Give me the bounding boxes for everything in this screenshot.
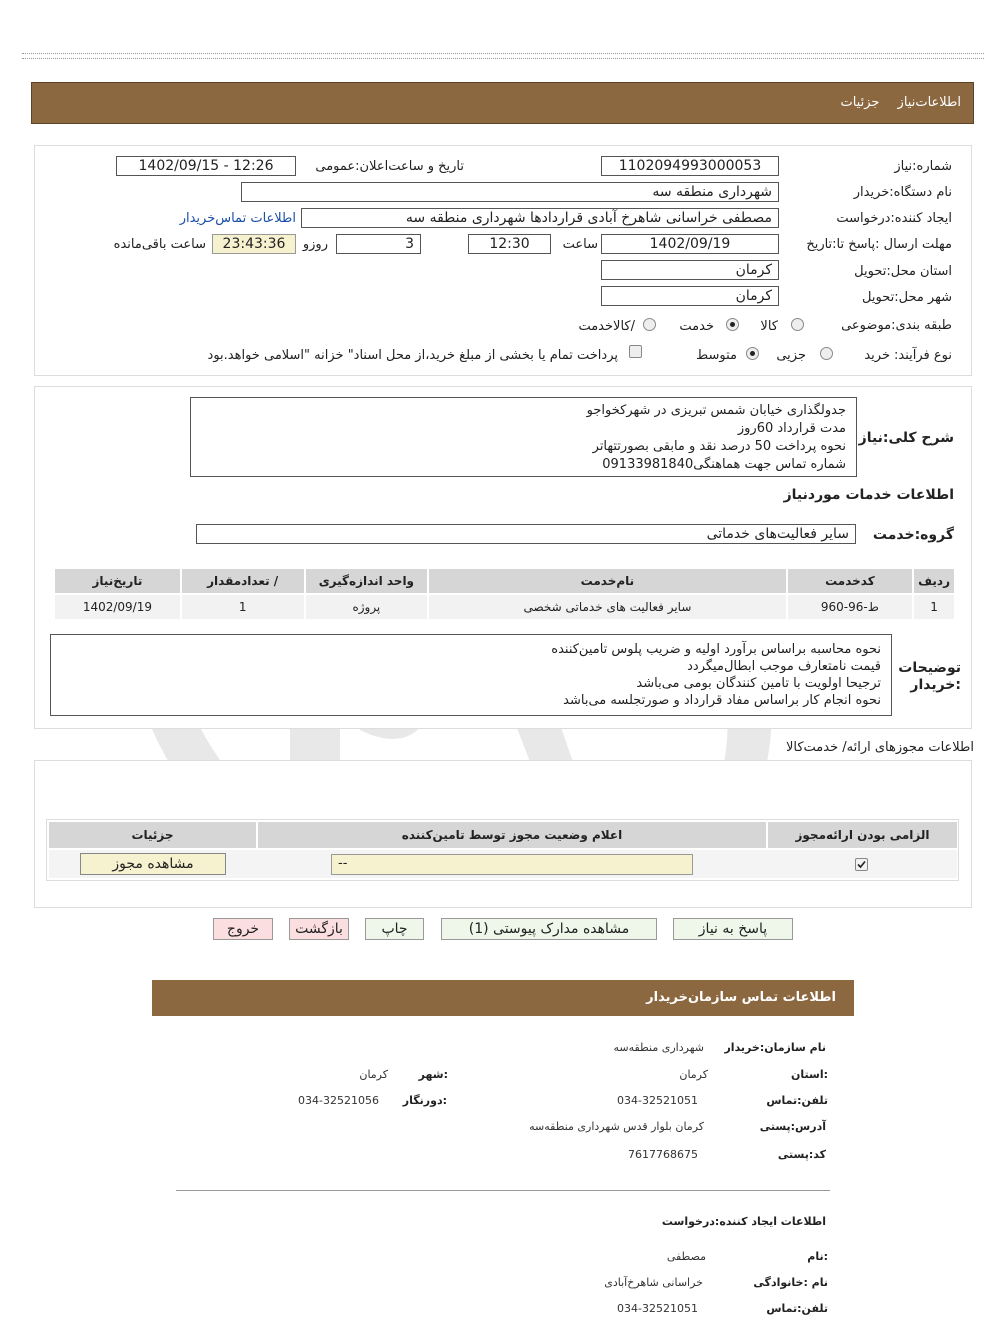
treasury-payment-checkbox[interactable] <box>629 345 642 358</box>
creator-section-title: اطلاعات ایجاد کننده:درخواست <box>661 1215 826 1228</box>
process-buy-label: خرید <box>864 348 890 363</box>
service-group-field: سایر فعالیت‌های خدماتی <box>196 524 856 544</box>
top-divider <box>22 53 984 59</box>
need-info-panel <box>34 145 972 376</box>
delivery-city-field: کرمان <box>601 286 779 306</box>
creator-phone-label: تلفن:تماس <box>766 1302 828 1315</box>
col-quantity-header: / تعدادمقدار <box>182 569 304 593</box>
summary-description <box>190 397 857 477</box>
contact-fax-label: :دورنگار <box>402 1094 447 1107</box>
creator-family-label: نام :خانوادگی <box>753 1276 828 1289</box>
buyer-notes-box <box>50 634 892 716</box>
category-service-label: خدمت <box>679 319 714 334</box>
category-goods-label: کالا <box>760 319 778 334</box>
process-medium-radio[interactable] <box>746 347 759 360</box>
delivery-province-field: کرمان <box>601 260 779 280</box>
services-section-title: اطلاعات خدمات موردنیاز <box>783 487 954 503</box>
process-minor-label: جزیی <box>776 348 806 363</box>
permits-table <box>46 819 959 881</box>
org-name-value: شهرداری منطقه‌سه <box>613 1041 704 1054</box>
breadcrumb-details[interactable]: جزئیات <box>840 95 880 110</box>
buyer-note-line: قیمت نامتعارف موجب ابطال‌میگردد <box>687 659 881 674</box>
buyer-note-line: نحوه انجام کار براساس مفاد قرارداد و صورتجلسه می‌باشد <box>563 693 881 708</box>
contact-header <box>152 980 854 1016</box>
remaining-time-field: 23:43:36 <box>212 234 296 254</box>
col-need-date-header: تاریخ‌نیاز <box>55 569 180 593</box>
unit: پروژه <box>306 595 428 619</box>
col-row-header: ردیف <box>914 569 954 593</box>
permit-required-checkbox <box>855 858 868 871</box>
creator-name-value: مصطفی <box>666 1250 706 1263</box>
items-table <box>53 567 956 621</box>
buyer-org-label: نام دستگاه:خریدار <box>853 185 952 200</box>
category-goods-service-radio[interactable] <box>643 318 656 331</box>
creator-name-label: :نام <box>807 1250 828 1263</box>
contact-header-title: اطلاعات تماس سازمان‌خریدار <box>646 990 836 1005</box>
postal-code-label: کد:پستی <box>777 1148 826 1161</box>
need-number-label: شماره:نیاز <box>894 159 952 174</box>
back-button[interactable]: بازگشت <box>289 918 349 940</box>
category-label: طبقه بندی:موضوعی <box>841 318 952 333</box>
request-creator-label: ایجاد کننده:درخواست <box>836 211 952 226</box>
service-name: سایر فعالیت های خدماتی شخصی <box>429 595 785 619</box>
check-icon <box>856 859 867 870</box>
buyer-note-line: نحوه محاسبه براساس برآورد اولیه و ضریب پلوس تامین‌کننده <box>551 642 881 657</box>
summary-line: جدولگذاری خیابان شمس تبریزی در شهرکخواجو <box>586 403 846 418</box>
creator-phone-value: 034-32521051 <box>617 1302 698 1315</box>
days-label: روزو <box>302 237 328 252</box>
quantity: 1 <box>182 595 304 619</box>
announce-datetime-label: تاریخ و ساعت‌اعلان:عمومی <box>315 159 464 174</box>
contact-city-value: کرمان <box>359 1068 388 1081</box>
contact-phone-label: تلفن:تماس <box>766 1094 828 1107</box>
category-service-radio[interactable] <box>726 318 739 331</box>
process-medium-label: متوسط <box>696 348 737 363</box>
buyer-notes-label: توضیحات :خریدار <box>898 660 961 693</box>
need-number-field: 1102094993000053 <box>601 156 779 176</box>
page-header <box>31 82 974 124</box>
deadline-time-label: ساعت <box>562 237 598 252</box>
table-row <box>55 595 954 619</box>
exit-button[interactable]: خروج <box>213 918 273 940</box>
deadline-time-field: 12:30 <box>468 234 551 254</box>
postal-address-label: آدرس:پستی <box>759 1120 826 1133</box>
summary-line: مدت قرارداد 60روز <box>737 421 846 436</box>
permit-status-header: اعلام وضعیت مجوز توسط تامین‌کننده <box>258 822 766 848</box>
request-creator-field: مصطفی خراسانی شاهرخ آبادی قراردادها شهرداری منطقه سه <box>301 208 779 228</box>
permit-required-header: الزامی بودن ارائه‌مجوز <box>768 822 957 848</box>
col-service-code-header: کدخدمت <box>788 569 912 593</box>
col-unit-header: واحد اندازه‌گیری <box>306 569 428 593</box>
deadline-date-field: 1402/09/19 <box>601 234 779 254</box>
contact-city-label: :شهر <box>418 1068 448 1081</box>
permit-status-field[interactable]: -- <box>331 854 693 875</box>
delivery-city-label: شهر محل:تحویل <box>862 290 952 305</box>
treasury-payment-label: پرداخت تمام یا بخشی از مبلغ خرید،از محل اسناد" خزانه "اسلامی خواهد.بود <box>207 348 618 363</box>
summary-label: شرح کلی:نیاز <box>858 430 954 446</box>
delivery-province-label: استان محل:تحویل <box>854 264 952 279</box>
postal-address-value: کرمان بلوار قدس شهرداری منطقه‌سه <box>529 1120 704 1133</box>
permit-details-header: جزئیات <box>49 822 256 848</box>
org-name-label: نام سازمان:خریدار <box>724 1041 826 1054</box>
summary-line: شماره تماس جهت هماهنگی09133981840 <box>602 457 846 472</box>
view-permit-button[interactable]: مشاهده مجوز <box>80 853 226 875</box>
buyer-note-line: ترجیحا اولویت با تامین کنندگان بومی می‌باشد <box>636 676 881 691</box>
service-group-label: گروه:خدمت <box>872 527 954 543</box>
permits-title: اطلاعات مجوزهای ارائه/ خدمت‌کالا <box>785 740 974 755</box>
announce-datetime-field: 1402/09/15 - 12:26 <box>116 156 296 176</box>
row-index: 1 <box>914 595 954 619</box>
postal-code-value: 7617768675 <box>628 1148 698 1161</box>
breadcrumb-need-info[interactable]: اطلاعات‌نیاز <box>897 95 961 110</box>
category-goods-radio[interactable] <box>791 318 804 331</box>
process-type-label: نوع فرآیند: <box>894 348 952 363</box>
creator-family-value: خراسانی شاهرخ‌آبادی <box>604 1276 703 1289</box>
contact-fax-value: 034-32521056 <box>298 1094 379 1107</box>
contact-phone-value: 034-32521051 <box>617 1094 698 1107</box>
contact-province-value: کرمان <box>679 1068 708 1081</box>
print-button[interactable]: چاپ <box>365 918 424 940</box>
buyer-contact-link[interactable]: اطلاعات تماس‌خریدار <box>179 211 296 226</box>
need-date: 1402/09/19 <box>55 595 180 619</box>
contact-province-label: :استان <box>791 1068 828 1081</box>
view-attachments-button[interactable]: مشاهده مدارک پیوستی (1) <box>441 918 657 940</box>
service-code: ط-96-960 <box>788 595 912 619</box>
days-field: 3 <box>336 234 421 254</box>
items-table-wrap <box>53 567 956 621</box>
deadline-label: مهلت ارسال :پاسخ تا:تاریخ <box>806 237 952 252</box>
col-service-name-header: نام‌خدمت <box>429 569 785 593</box>
reply-to-need-button[interactable]: پاسخ به نیاز <box>673 918 793 940</box>
contact-divider <box>176 1190 830 1191</box>
summary-line: نحوه پرداخت 50 درصد نقد و مابقی بصورتتهاتر <box>592 439 846 454</box>
remaining-time-label: ساعت باقی‌مانده <box>113 237 206 252</box>
process-minor-radio[interactable] <box>820 347 833 360</box>
buyer-org-field: شهرداری منطقه سه <box>241 182 779 202</box>
category-goods-service-label: /کالاخدمت <box>578 319 635 334</box>
